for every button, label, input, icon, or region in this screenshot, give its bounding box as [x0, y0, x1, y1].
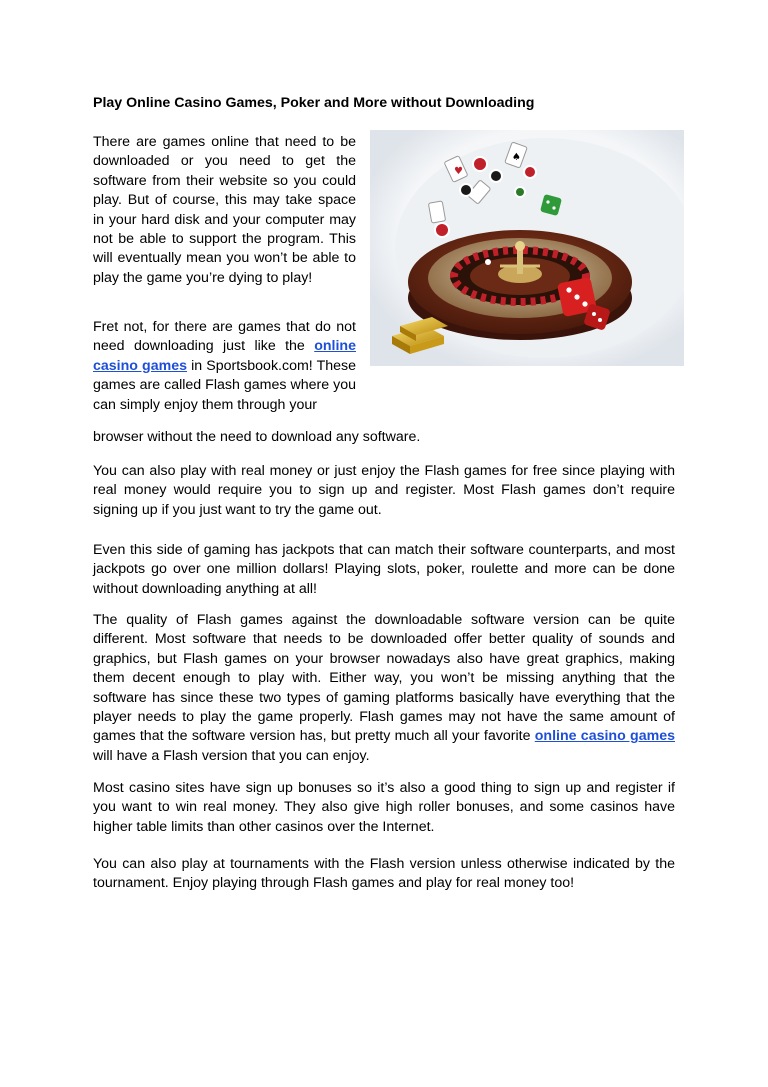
paragraph-jackpots: Even this side of gaming has jackpots that can match their software counterparts, and most jackpots go over one million dollars! Playing slots, poker, roulette and more can be done without downloading anything at all!	[93, 542, 675, 597]
online-casino-games-link[interactable]: online casino games	[93, 338, 356, 374]
paragraph-bonuses: Most casino sites have sign up bonuses so it’s also a good thing to sign up and register if you want to win real money. They also give high roller bonuses, and some casinos have higher table limits than other casinos over the Internet.	[93, 780, 675, 835]
paragraph-text: in Sportsbook.com! These games are called Flash games where you can simply enjoy them through your	[93, 357, 357, 413]
paragraph-intro: There are games online that need to be downloaded or you need to get the software from their website so you could play. But of course, this may take space in your hard disk and your computer may not be able to support the program. This will eventually mean you won’t be able to play the game you’re dying to play!	[93, 134, 356, 286]
paragraph-text: will have a Flash version that you can enjoy.	[93, 747, 370, 764]
svg-text:♠: ♠	[512, 152, 521, 163]
paragraph-fret-not-end: browser without the need to download any software.	[93, 429, 421, 445]
paragraph-quality	[93, 611, 675, 766]
paragraph-tournaments: You can also play at tournaments with the Flash version unless otherwise indicated by the tournament. Enjoy playing through Flash games and play for real money too!	[93, 856, 675, 892]
paragraph-fret-not	[93, 318, 356, 415]
page-title: Play Online Casino Games, Poker and More without Downloading	[93, 95, 535, 111]
roulette-image	[370, 130, 684, 366]
roulette-illustration	[370, 130, 684, 366]
paragraph-text: The quality of Flash games against the downloadable software version can be quite different. Most software that needs to be downloaded offer better quality of sounds and graphics, but Flash games on your browser nowadays also have great graphics, making them decent enough to play with. Either way, you won’t be missing anything that the software has since these two types of gaming platforms basically have everything that the player needs to play the game properly. Flash games may not have the same amount of games that the software version has, but pretty much all your favorite	[93, 612, 675, 745]
online-casino-games-link-2[interactable]: online casino games	[534, 728, 675, 745]
paragraph-text: Fret not, for there are games that do not need downloading just like the	[93, 319, 356, 355]
paragraph-real-money: You can also play with real money or just enjoy the Flash games for free since playing with real money would require you to sign up and register. Most Flash games don’t require signing up if you just want to try the game out.	[93, 463, 675, 518]
svg-text:♥: ♥	[454, 166, 463, 177]
